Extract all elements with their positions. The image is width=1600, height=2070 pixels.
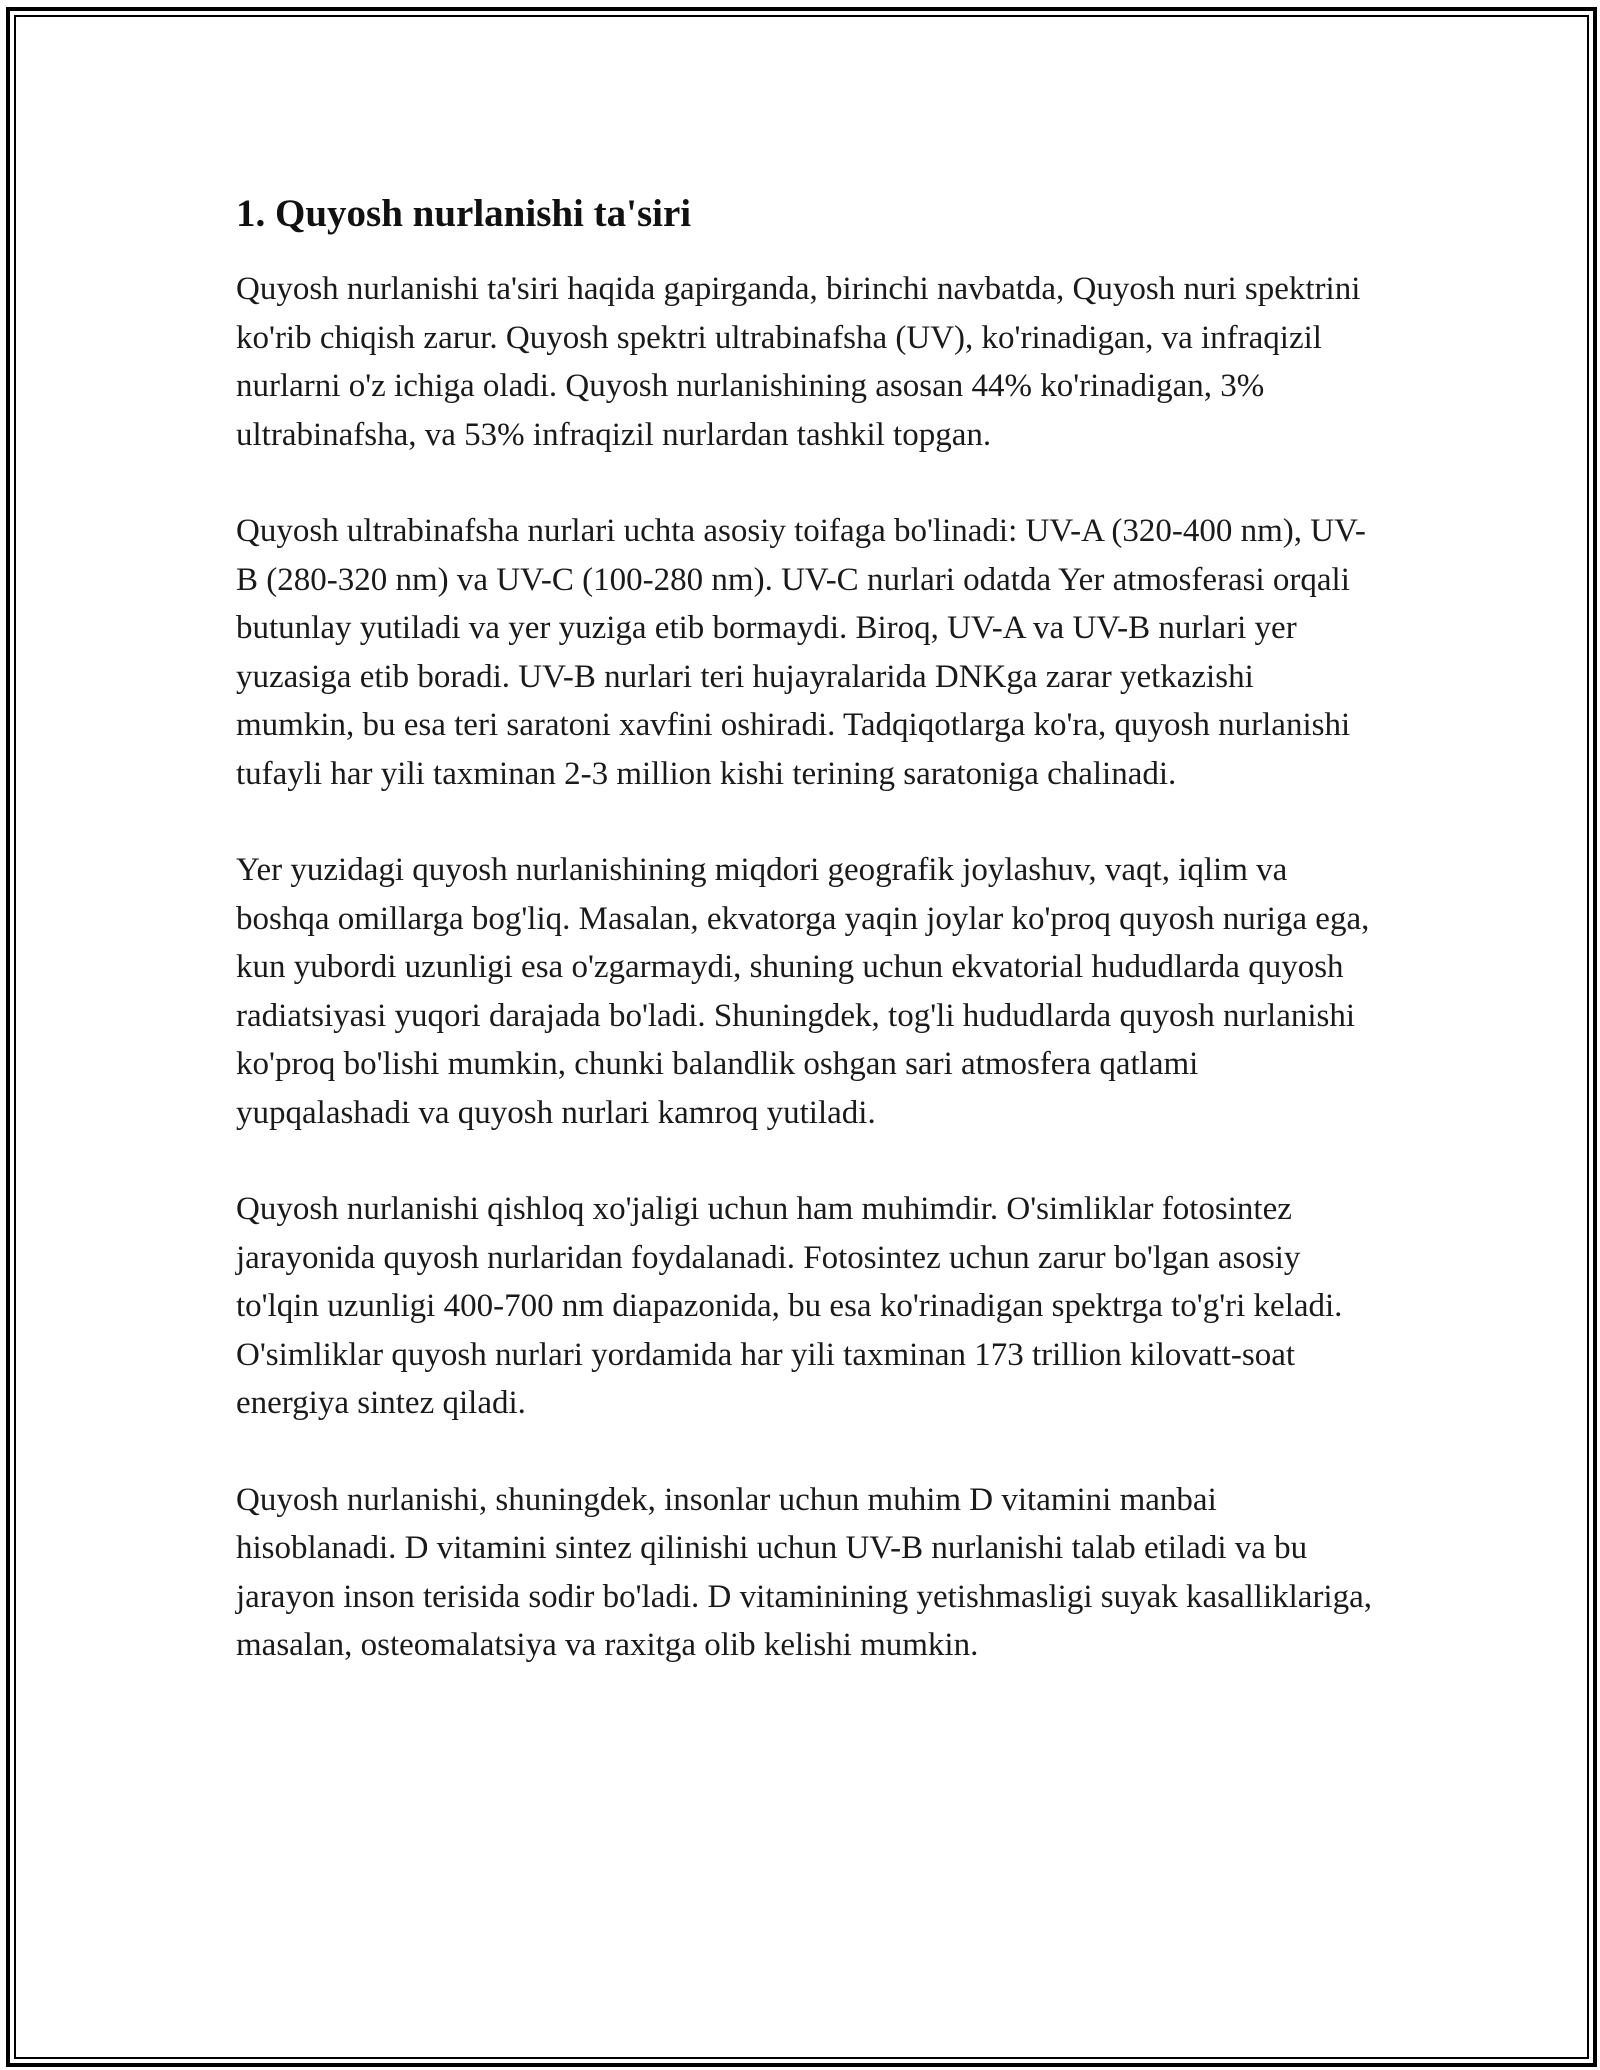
paragraph-uv-types: Quyosh ultrabinafsha nurlari uchta asosiy toifaga bo'linadi: UV-A (320-400 nm), UV-B (280-320 nm) va UV-C (100-280 nm). UV-C nurlari odatda Yer atmosferasi orqali butunlay yutiladi va yer yuziga etib bormaydi. Biroq, UV-A va UV-B nurlari yer yuzasiga etib boradi. UV-B nurlari teri hujayralarida DNKga zarar yetkazishi mumkin, bu esa teri saratoni xavfini oshiradi. Tadqiqotlarga ko'ra, quyosh nurlanishi tufayli har yili taxminan 2-3 million kishi terining saratoniga chalinadi.	[236, 513, 1366, 792]
paragraph-geographic-factors: Yer yuzidagi quyosh nurlanishining miqdori geografik joylashuv, vaqt, iqlim va boshqa omillarga bog'liq. Masalan, ekvatorga yaqin joylar ko'proq quyosh nuriga ega, kun yubordi uzunligi esa o'zgarmaydi, shuning uchun ekvatorial hududlarda quyosh radiatsiyasi yuqori darajada bo'ladi. Shuningdek, tog'li hududlarda quyosh nurlanishi ko'proq bo'lishi mumkin, chunki balandlik oshgan sari atmosfera qatlami yupqalashadi va quyosh nurlari kamroq yutiladi.	[236, 852, 1370, 1131]
paragraph-solar-spectrum: Quyosh nurlanishi ta'siri haqida gapirganda, birinchi navbatda, Quyosh nuri spektrini ko'rib chiqish zarur. Quyosh spektri ultrabinafsha (UV), ko'rinadigan, va infraqizil nurlarni o'z ichiga oladi. Quyosh nurlanishining asosan 44% ko'rinadigan, 3% ultrabinafsha, va 53% infraqizil nurlardan tashkil topgan.	[236, 271, 1361, 453]
paragraph-agriculture: Quyosh nurlanishi qishloq xo'jaligi uchun ham muhimdir. O'simliklar fotosintez jarayonida quyosh nurlaridan foydalanadi. Fotosintez uchun zarur bo'lgan asosiy to'lqin uzunligi 400-700 nm diapazonida, bu esa ko'rinadigan spektrga to'g'ri keladi. O'simliklar quyosh nurlari yordamida har yili taxminan 173 trillion kilovatt-soat energiya sintez qiladi.	[236, 1191, 1343, 1421]
paragraph-vitamin-d: Quyosh nurlanishi, shuningdek, insonlar uchun muhim D vitamini manbai hisoblanadi. D vitamini sintez qilinishi uchun UV-B nurlanishi talab etiladi va bu jarayon inson terisida sodir bo'ladi. D vitaminining yetishmasligi suyak kasalliklariga, masalan, osteomalatsiya va raxitga olib kelishi mumkin.	[236, 1481, 1373, 1663]
document-body	[236, 186, 1376, 1718]
section-heading: 1. Quyosh nurlanishi ta'siri	[236, 192, 692, 235]
